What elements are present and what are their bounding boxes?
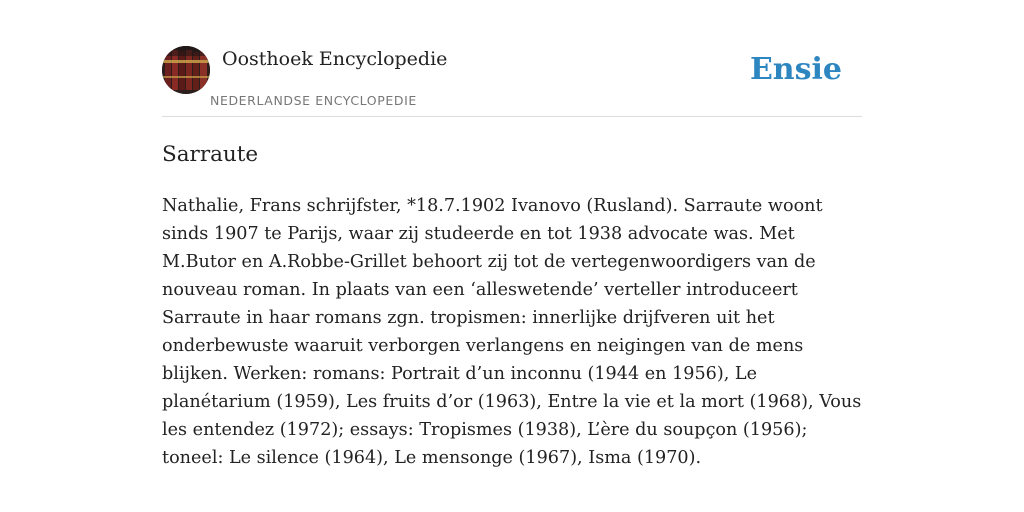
encyclopedia-books-icon[interactable] bbox=[162, 46, 210, 94]
site-subtitle: NEDERLANDSE ENCYCLOPEDIE bbox=[210, 93, 417, 108]
site-header bbox=[162, 44, 862, 117]
article-body: Nathalie, Frans schrijfster, *18.7.1902 Ivanovo (Rusland). Sarraute woont sinds 1907 te Parijs, waar zij studeerde en tot 1938 advocate was. Met M.Butor en A.Robbe-Grillet behoort zij tot de vertegenwoordigers van de nouveau roman. In plaats van een ‘alleswetende’ verteller introduceert Sarraute in haar romans zgn. tropismen: innerlijke drijfveren uit het onderbewuste waaruit verborgen verlangens en neigingen van de mens blijken. Werken: romans: Portrait d’un inconnu (1944 en 1956), Le planétarium (1959), Les fruits d’or (1963), Entre la vie et la mort (1968), Vous les entendez (1972); essays: Tropismes (1938), L’ère du soupçon (1956); toneel: Le silence (1964), Le mensonge (1967), Isma (1970). bbox=[162, 196, 862, 468]
ensie-logo-link[interactable]: Ensie bbox=[749, 52, 842, 87]
site-title[interactable]: Oosthoek Encyclopedie bbox=[222, 48, 448, 70]
article-title: Sarraute bbox=[162, 142, 259, 167]
